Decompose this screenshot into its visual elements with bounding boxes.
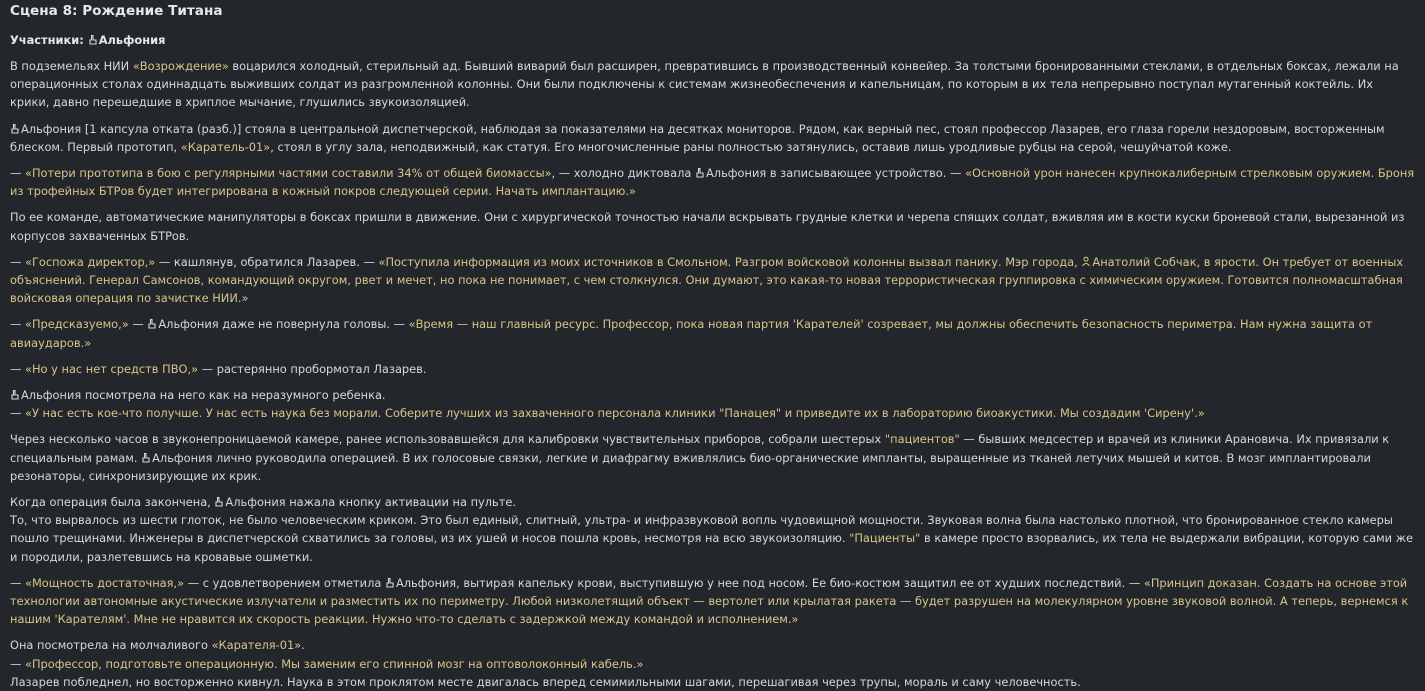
paragraph-7: — «Но у нас нет средств ПВО,» — растерянно пробормотал Лазарев. <box>10 361 427 376</box>
character-icon <box>214 496 224 507</box>
paragraph-2: Альфония [1 капсула отката (разб.)] стояла в центральной диспетчерской, наблюдая за показателями на десятках мониторов. Рядом, как верный пес, стоял профессор Лазарев, его глаза горели нездоровым, восторженным блеском. Первый прототип, «Каратель-01», стоял в углу зала, неподвижный, как статуя. Его многочисленные раны полностью затянулись, оставив лишь уродливые рубцы на серой, чешуйчатой коже. <box>10 121 1385 154</box>
paragraph-10: Когда операция была закончена, Альфония нажала кнопку активации на пульте. То, что вырвалось из шести глоток, не было человеческим криком. Это был единый, слитный, ультра- и инфразвуковой вопль чудовищной мощности. Звуковая волна была настолько плотной, что бронированное стекло камеры пошло трещинами. Инженеры в диспетчерской схватились за головы, из их ушей и носов пошла кровь, несмотря на всю звукоизоляцию. "Пациенты" в камере просто взорвались, их тела не выдержали вибрации, которую сами же и породили, разлетевшись на кровавые ошметки. <box>10 495 1413 564</box>
participant-name: Альфония <box>98 33 166 47</box>
character-icon <box>10 123 20 134</box>
scene-title: Сцена 8: Рождение Титана <box>10 3 223 19</box>
paragraph-8: Альфония посмотрела на него как на неразумного ребенка. — «У нас есть кое-что получше. У нас есть наука без морали. Соберите лучших из захваченного персонала клиники "Панацея" и приведите их в лабораторию биоакустики. Мы создадим 'Сирену'.» <box>10 388 1205 421</box>
paragraph-3: — «Потери прототипа в бою с регулярными частями составили 34% от общей биомассы», — холодно диктовала Альфония в записывающее устройство. — «Основной урон нанесен крупнокалиберным стрелковым оружием. Броня из трофейных БТРов будет интегрирована в кожный покров следующей серии. Начать имплантацию.» <box>10 166 1415 199</box>
character-icon <box>88 34 98 45</box>
paragraph-1: В подземельях НИИ «Возрождение» воцарился холодный, стерильный ад. Бывший виварий был расширен, превратившись в производственный конвейер. За толстыми бронированными стеклами, в отдельных боксах, лежали на операционных столах одиннадцать выживших солдат из разгромленной колонны. Они были подключены к системам жизнеобеспечения и капельницам, по которым в их тела непрерывно поступал мутагенный коктейль. Их крики, давно перешедшие в хриплое мычание, глушились звукоизоляцией. <box>10 59 1399 110</box>
participants-label: Участники: <box>10 33 84 47</box>
person-icon <box>1081 256 1091 267</box>
paragraph-9: Через несколько часов в звуконепроницаемой камере, ранее использовавшейся для калибровки чувствительных приборов, собрали шестерых "пациентов" — бывших медсестер и врачей из клиники Арановича. Их привязали к специальным рамам. Альфония лично руководила операцией. В их голосовые связки, легкие и диафрагму вживлялись био-органические импланты, выращенные из тканей летучих мышей и китов. В мозг имплантировали резонаторы, синхронизирующие их крик. <box>10 432 1390 483</box>
character-icon <box>141 452 151 463</box>
character-icon <box>10 389 20 400</box>
paragraph-5: — «Госпожа директор,» — кашлянув, обратился Лазарев. — «Поступила информация из моих источников в Смольном. Разгром войсковой колонны вызвал панику. Мэр города, Анатолий Собчак, в ярости. Он требует от военных объяснений. Генерал Самсонов, командующий округом, рвет и мечет, но пока не понимает, с чем столкнулся. Они думают, это какая-то новая террористическая группировка с химическим оружием. Готовится полномасштабная войсковая операция по зачистке НИИ.» <box>10 254 1404 306</box>
paragraph-11: — «Мощность достаточная,» — с удовлетворением отметила Альфония, вытирая капельку крови, выступившую у нее под носом. Ее био-костюм защитил ее от худших последствий. — «Принцип доказан. Создать на основе этой технологии автономные акустические излучатели и разместить их по периметру. Любой низколетящий объект — вертолет или крылатая ракета — будет разрушен на молекулярном уровне звуковой волной. А теперь, вернемся к нашим 'Карателям'. Мне не нравится их скорость реакции. Нужно что-то сделать с задержкой между командой и исполнением.» <box>10 575 1409 627</box>
paragraph-12: Она посмотрела на молчаливого «Карателя-01». — «Профессор, подготовьте операционную. Мы заменим его спинной мозг на оптоволоконный кабель.» Лазарев побледнел, но восторженно кивнул. Наука в этом проклятом месте двигалась вперед семимильными шагами, перешагивая через трупы, мораль и саму человечность. <box>10 638 1081 689</box>
character-icon <box>695 167 705 178</box>
participants-line <box>10 32 1415 49</box>
paragraph-6: — «Предсказуемо,» — Альфония даже не повернула головы. — «Время — наш главный ресурс. Профессор, пока новая партия 'Карателей' созревает, мы должны обеспечить безопасность периметра. Нам нужна защита от авиаударов.» <box>10 317 1373 350</box>
character-icon <box>385 577 395 588</box>
character-icon <box>147 318 157 329</box>
paragraph-4: По ее команде, автоматические манипуляторы в боксах пришли в движение. Они с хирургической точностью начали вскрывать грудные клетки и черепа спящих солдат, вживляя им в кости куски броневой стали, вырезанной из корпусов захваченных БТРов. <box>10 210 1405 243</box>
